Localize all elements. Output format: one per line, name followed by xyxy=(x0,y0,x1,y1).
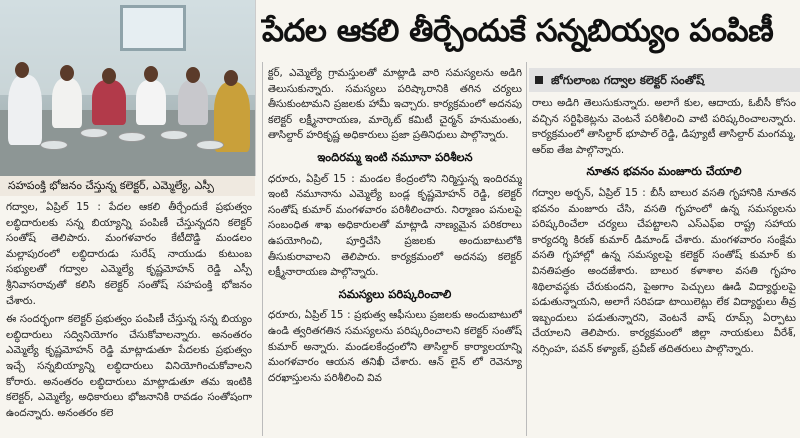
column-2 xyxy=(268,66,522,438)
news-photo xyxy=(0,0,256,176)
col2-paragraph-1: ధరూరు, ఏప్రిల్ 15 : మండల కేంద్రంలోని నిర్మిస్తున్న ఇందిరమ్మ ఇంటి నమూనాను ఎమ్మెల్యే బండ్ల కృష్ణమోహన్ రెడ్డి, కలెక్టర్ సంతోష్ కుమార్ మంగళవారం పరిశీలించారు. నిర్మాణం పనులపై సంబంధిత శాఖ అధికారులతో మాట్లాడి నాణ్యమైన పరికరాలు ఉపయోగించి, పూర్తిచేసి ప్రజలకు అందుబాటులోకి తీసుకురావాలని తెలిపారు. కార్యక్రమంలో అదనపు కలెక్టర్ లక్ష్మీనారాయణ పాల్గొన్నారు. xyxy=(268,172,522,279)
col1-paragraph-2: ఈ సందర్భంగా కలెక్టర్ ప్రభుత్వం పంపిణీ చేస్తున్న సన్న బియ్యం లబ్ధిదారులు సద్వినియోగం చేసుకోవాలన్నారు. అనంతరం ఎమ్మెల్యే కృష్ణమోహన్ రెడ్డి మాట్లాడుతూ పేదలకు ప్రభుత్వం ఇచ్చే సన్నబియ్యాన్ని లబ్ధిదారులు వినియోగించుకోవాలని కోరారు. అనంతరం లబ్ధిదారులు మాట్లాడుతూ తమ ఇంటికి కలెక్టర్, ఎమ్మెల్యే, అధికారులు భోజనానికి రావడం సంతోషంగా ఉందన్నారు. అనంతరం కలె xyxy=(6,313,252,419)
col3-intro: రాలు అడిగి తెలుసుకున్నారు. అలాగే కుల, ఆదాయ, ఓబీసీ కోసం వచ్చిన సర్టిఫికెట్లను వెంటనే పరిశీలించి వాటి పరిష్కరించాలన్నారు. కార్యక్రమంలో తాసిల్దార్ భూపాల్ రెడ్డి, డిప్యూటీ తాసిల్దార్ మంగమ్మ, ఆర్ఐ తేజ పాల్గొన్నారు. xyxy=(532,97,796,156)
col3-paragraph-1: గద్వాల అర్బన్, ఏప్రిల్ 15 : బీసీ బాలుర వసతి గృహానికి నూతన భవనం మంజూరు చేసి, వసతి గృహంలో ఉన్న సమస్యలను పరిష్కరించేలా చర్యలు చేపట్టాలని ఎస్ఎఫ్ఐ రాష్ట్ర సహాయ కార్యదర్శి కిరణ్ కుమార్ డిమాండ్ చేశారు. మంగళవారం సంక్షేమ వసతి గృహాల్లో ఉన్న సమస్యలపై కలెక్టర్ సంతోష్ కుమార్ కు వినతిపత్రం అందజేశారు. బాలుర కళాశాల వసతి గృహం శిథిలావస్థకు చేరుకుందని, పైఅగాం పెచ్చులు ఊడి విద్యార్థులపై పడుతున్నాయని, అలాగే సరిపడా టాయిలెట్లు లేక విద్యార్థులు తీవ్ర ఇబ్బందులు పడుతున్నారని, వెంటనే వాష్ రూమ్స్ ఏర్పాటు చేయాలని తెలిపారు. కార్యక్రమంలో జిల్లా నాయకులు వీరేశ్, నర్సింహ, పవన్ కళ్యాణ్, ప్రవీణ్ తదితరులు పాల్గొన్నారు. xyxy=(532,186,796,355)
column-1 xyxy=(6,200,252,436)
byline-text: జోగులాంబ గద్వాల కలెక్టర్ సంతోష్ xyxy=(551,73,705,87)
subheading-nutana-bhavanam: నూతన భవనం మంజూరు చేయాలి xyxy=(586,164,742,179)
headline: పేదల ఆకలి తీర్చేందుకే సన్నబియ్యం పంపిణీ xyxy=(262,13,774,49)
col2-intro: క్టర్, ఎమ్మెల్యే గ్రామస్తులతో మాట్లాడి వారి సమస్యలను అడిగి తెలుసుకున్నారు. సమస్యలు పరిష్కారానికి తగిన చర్యలు తీసుకుంటామని ప్రజలకు హామీ ఇచ్చారు. కార్యక్రమంలో అదనపు కలెక్టర్ లక్ష్మీనారాయణ, మార్కెట్ కమిటీ చైర్మన్ హనుమంతు, తాసిల్దార్ హరికృష్ణ అధికారులు ప్రజా ప్రతినిధులు పాల్గొన్నారు. xyxy=(268,67,522,142)
subheading-indiramma: ఇందిరమ్మ ఇంటి నమూనా పరిశీలన xyxy=(317,149,473,164)
photo-caption: సహపంక్తి భోజనం చేస్తున్న కలెక్టర్, ఎమ్మెల్యే, ఎస్పీ xyxy=(0,176,255,196)
bullet-square-icon xyxy=(535,76,543,84)
subheading-samasyalu: సమస్యలు పరిష్కరించాలి xyxy=(338,286,452,301)
col1-paragraph-1: గద్వాల, ఏప్రిల్ 15 : పేదల ఆకలి తీర్చేందుకే ప్రభుత్వం లబ్ధిదారులకు సన్న బియ్యాన్ని పంపిణీ చేస్తున్నదని కలెక్టర్ సంతోష్ తెలిపారు. మంగళవారం కేటీదొడ్డి మండలం మల్లాపురంలో లబ్ధిదారుడు సురేష్ నాయుడు కుటుంబ సభ్యులతో గద్వాల ఎమ్మెల్యే కృష్ణమోహన్ రెడ్డి ఎస్పీ శ్రీనివాసరావుతో కలిసి కలెక్టర్ సంతోష్ సహపంక్తి భోజనం చేశారు. xyxy=(6,201,252,307)
byline-box xyxy=(529,68,800,92)
column-3 xyxy=(532,96,796,438)
col2-paragraph-2: ధరూరు, ఏప్రిల్ 15 : ప్రభుత్వ ఆఫీసులు ప్రజలకు అందుబాటులో ఉండి త్వరితగతిన సమస్యలను పరిష్కరించాలని కలెక్టర్ సంతోష్ కుమార్ అన్నారు. మండలకేంద్రంలోని తాసిల్దార్ కార్యాలయాన్ని మంగళవారం ఆయన తనిఖీ చేశారు. ఆన్ లైన్ లో రెవెన్యూ దరఖాస్తులను పరిశీలించి వివ xyxy=(268,309,522,384)
window-shape xyxy=(120,5,186,51)
